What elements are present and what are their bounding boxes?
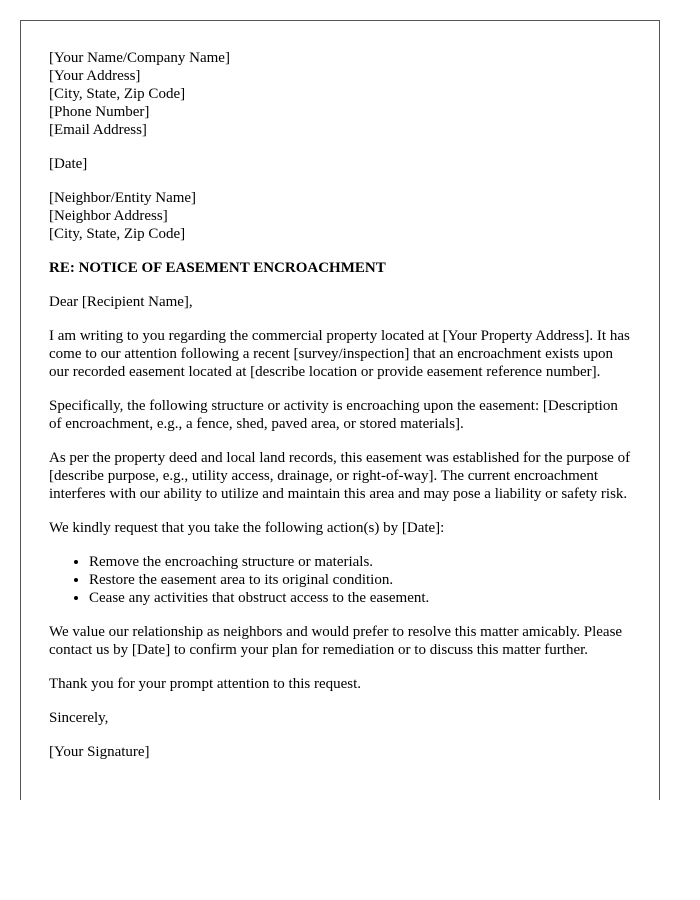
list-item: • Remove the encroaching structure or materials. <box>89 553 631 571</box>
subject-line: RE: NOTICE OF EASEMENT ENCROACHMENT <box>49 260 386 276</box>
recipient-name: [Neighbor/Entity Name] <box>49 190 197 206</box>
sender-address-block <box>49 49 631 139</box>
salutation: Dear [Recipient Name], <box>49 294 193 310</box>
closing-paragraph-relationship: We value our relationship as neighbors and would prefer to resolve this matter amicably. Please contact us by [Date] to confirm your plan for remediation or to discuss this matter further. <box>49 624 623 658</box>
body-paragraph-property: I am writing to you regarding the commercial property located at [Your Property Address]. It has come to our attention following a recent [survey/inspection] that an encroachment exists upon our recorded easement located at [describe location or provide easement reference number]. <box>49 328 630 380</box>
sender-name: [Your Name/Company Name] <box>49 50 230 66</box>
letter-date: [Date] <box>49 156 88 172</box>
recipient-city-state-zip: [City, State, Zip Code] <box>49 226 186 242</box>
body-paragraph-purpose: As per the property deed and local land records, this easement was established for the purpose of [describe purpose, e.g., utility access, drainage, or right-of-way]. The current encroachment interferes with our ability to utilize and maintain this area and may pose a liability or safety risk. <box>49 450 631 502</box>
letter-page <box>20 20 660 800</box>
sender-city-state-zip: [City, State, Zip Code] <box>49 86 186 102</box>
signoff: Sincerely, <box>49 710 109 726</box>
closing-paragraph-thanks: Thank you for your prompt attention to this request. <box>49 676 362 692</box>
recipient-address-block <box>49 189 631 243</box>
sender-email: [Email Address] <box>49 122 147 138</box>
body-paragraph-request: We kindly request that you take the following action(s) by [Date]: <box>49 520 445 536</box>
sender-phone: [Phone Number] <box>49 104 150 120</box>
signature-placeholder: [Your Signature] <box>49 744 150 760</box>
sender-address: [Your Address] <box>49 68 141 84</box>
letter-body <box>21 21 659 761</box>
requested-actions-list <box>49 553 631 607</box>
list-item: • Cease any activities that obstruct access to the easement. <box>89 589 631 607</box>
list-item: • Restore the easement area to its original condition. <box>89 571 631 589</box>
recipient-address: [Neighbor Address] <box>49 208 168 224</box>
body-paragraph-encroachment: Specifically, the following structure or activity is encroaching upon the easement: [Description of encroachment, e.g., a fence, shed, paved area, or stored materials]. <box>49 398 618 432</box>
